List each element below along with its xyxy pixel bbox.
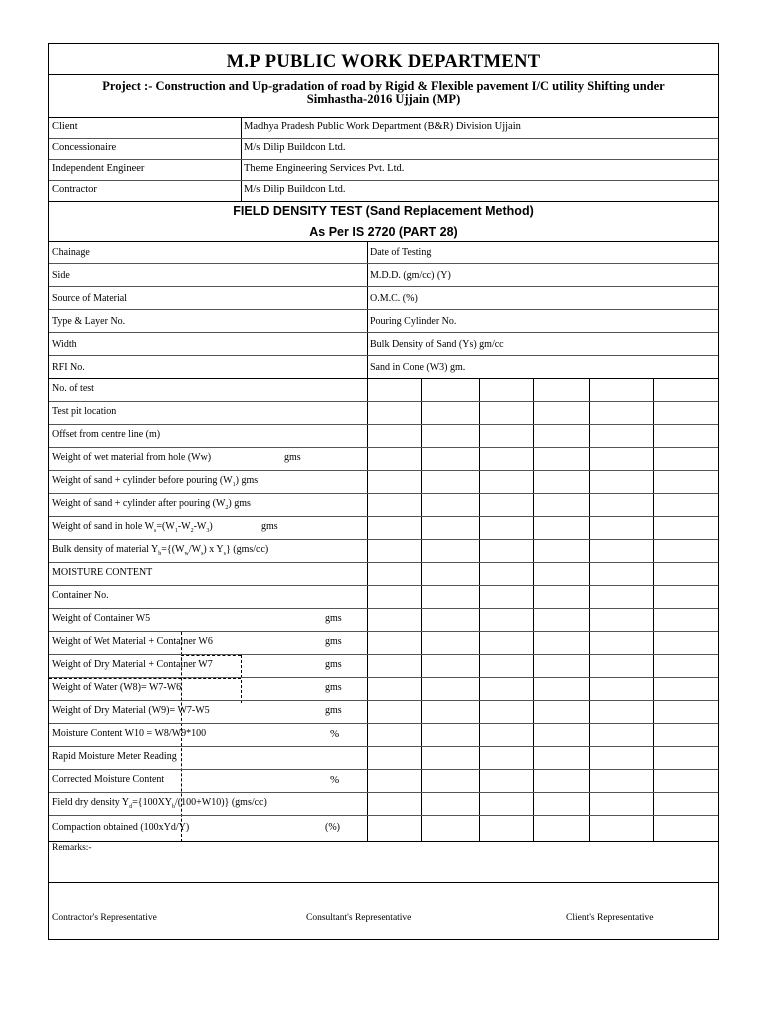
contractor-signature: Contractor's Representative (52, 913, 157, 923)
ws-label: Weight of sand in hole $W_s=(W_1-W_2-W_3)$ (52, 521, 213, 534)
ws-unit: gms (261, 521, 278, 532)
department-title: M.P PUBLIC WORK DEPARTMENT (226, 52, 541, 72)
w6-unit: gms (325, 636, 342, 647)
omc-label: O.M.C. (%) (370, 293, 418, 304)
ww-unit: gms (284, 452, 301, 463)
mdd-label: M.D.D. (gm/cc) (Y) (370, 270, 451, 281)
w7-label: Weight of Dry Material + Container W7 (52, 659, 213, 670)
offset-label: Offset from centre line (m) (52, 429, 161, 440)
corrected-moisture-label: Corrected Moisture Content (52, 774, 165, 785)
test-standard: As Per IS 2720 (PART 28) (309, 225, 458, 239)
field-dry-density-label: Field dry density $Y_d=\{100XY_b/(100+W10)\}$ (gms/cc) (52, 797, 267, 810)
w5-label: Weight of Container W5 (52, 613, 151, 624)
test-pit-label: Test pit location (52, 406, 117, 417)
width-label: Width (52, 339, 77, 350)
w6-label: Weight of Wet Material + Container W6 (52, 636, 213, 647)
test-title: FIELD DENSITY TEST (Sand Replacement Method) (233, 204, 534, 218)
chainage-label: Chainage (52, 247, 90, 258)
w10-unit: % (330, 728, 340, 740)
concessionaire-value: M/s Dilip Buildcon Ltd. (244, 142, 346, 153)
rapid-moisture-label: Rapid Moisture Meter Reading (52, 751, 177, 762)
engineer-value: Theme Engineering Services Pvt. Ltd. (244, 163, 405, 174)
remarks-label: Remarks:- (52, 843, 92, 853)
consultant-signature: Consultant's Representative (306, 913, 412, 923)
w8-label: Weight of Water (W8)= W7-W6 (52, 682, 182, 693)
w9-label: Weight of Dry Material (W9)= W7-W5 (52, 705, 210, 716)
rfi-label: RFI No. (52, 362, 85, 373)
w5-unit: gms (325, 613, 342, 624)
layer-label: Type & Layer No. (52, 316, 126, 327)
w1-label: Weight of sand + cylinder before pouring $(W_1)$ gms (52, 475, 259, 488)
contractor-value: M/s Dilip Buildcon Ltd. (244, 184, 346, 195)
date-label: Date of Testing (370, 247, 432, 258)
concessionaire-label: Concessionaire (52, 142, 117, 153)
w8-unit: gms (325, 682, 342, 693)
side-label: Side (52, 270, 70, 281)
test-form-sheet (48, 43, 719, 940)
w2-label: Weight of sand + cylinder after pouring $(W_2)$ gms (52, 498, 251, 511)
source-label: Source of Material (52, 293, 127, 304)
moisture-header: MOISTURE CONTENT (52, 567, 153, 578)
w7-unit: gms (325, 659, 342, 670)
engineer-label: Independent Engineer (52, 163, 145, 174)
project-description: Project :- Construction and Up-gradation of road by Rigid & Flexible pavement I/C utility Shifting under Simhastha-2016 Ujjain (MP) (102, 79, 665, 106)
client-label: Client (52, 121, 78, 132)
no-of-test-label: No. of test (52, 383, 94, 394)
sand-density-label: Bulk Density of Sand (Ys) gm/cc (370, 339, 504, 350)
compaction-unit: (%) (325, 822, 340, 833)
corrected-moisture-unit: % (330, 774, 340, 786)
bulk-density-label: Bulk density of material $Y_b=\{(W_w/W_s)$ x $Y_s$} (gms/cc) (52, 544, 269, 557)
ww-label: Weight of wet material from hole (Ww) (52, 452, 212, 463)
compaction-label: Compaction obtained (100xYd/Y) (52, 822, 190, 833)
sand-cone-label: Sand in Cone (W3) gm. (370, 362, 466, 373)
client-signature: Client's Representative (566, 913, 654, 923)
contractor-label: Contractor (52, 184, 97, 195)
w9-unit: gms (325, 705, 342, 716)
client-value: Madhya Pradesh Public Work Department (B&R) Division Ujjain (244, 121, 521, 132)
container-no-label: Container No. (52, 590, 109, 601)
cylinder-label: Pouring Cylinder No. (370, 316, 457, 327)
w10-label: Moisture Content W10 = W8/W9*100 (52, 728, 207, 739)
